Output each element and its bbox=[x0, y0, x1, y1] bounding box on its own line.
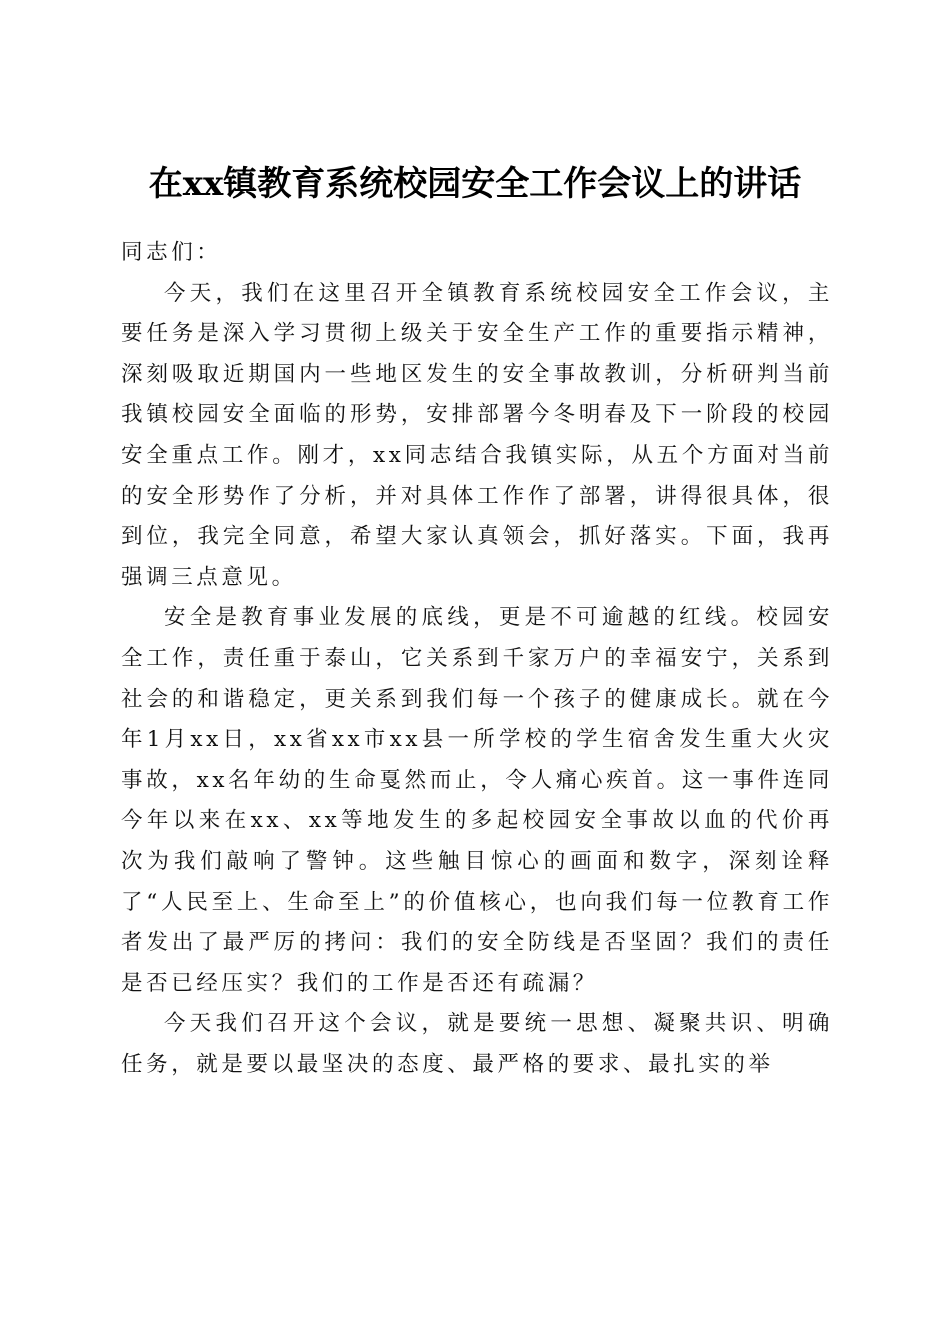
salutation: 同志们： bbox=[121, 240, 222, 265]
document-title: 在xx镇教育系统校园安全工作会议上的讲话 bbox=[148, 163, 802, 204]
paragraph-1: 今天，我们在这里召开全镇教育系统校园安全工作会议，主要任务是深入学习贯彻上级关于安全生产工作的重要指示精神，深刻吸取近期国内一些地区发生的安全事故教训，分析研判当前我镇校园安全面临的形势，安排部署今冬明春及下一阶段的校园安全重点工作。刚才，xx同志结合我镇实际，从五个方面对当前的安全形势作了分析，并对具体工作作了部署，讲得很具体，很到位，我完全同意，希望大家认真领会，抓好落实。下面，我再强调三点意见。 bbox=[121, 280, 833, 590]
document-body bbox=[121, 233, 833, 1085]
paragraph-3: 今天我们召开这个会议，就是要统一思想、凝聚共识、明确任务，就是要以最坚决的态度、最严格的要求、最扎实的举 bbox=[121, 1011, 833, 1077]
paragraph-2: 安全是教育事业发展的底线，更是不可逾越的红线。校园安全工作，责任重于泰山，它关系到千家万户的幸福安宁，关系到社会的和谐稳定，更关系到我们每一个孩子的健康成长。就在今年1月xx日，xx省xx市xx县一所学校的学生宿舍发生重大火灾事故，xx名年幼的生命戛然而止，令人痛心疾首。这一事件连同今年以来在xx、xx等地发生的多起校园安全事故以血的代价再次为我们敲响了警钟。这些触目惊心的画面和数字，深刻诠释了“人民至上、生命至上”的价值核心，也向我们每一位教育工作者发出了最严厉的拷问：我们的安全防线是否坚固？我们的责任是否已经压实？我们的工作是否还有疏漏？ bbox=[121, 605, 833, 996]
